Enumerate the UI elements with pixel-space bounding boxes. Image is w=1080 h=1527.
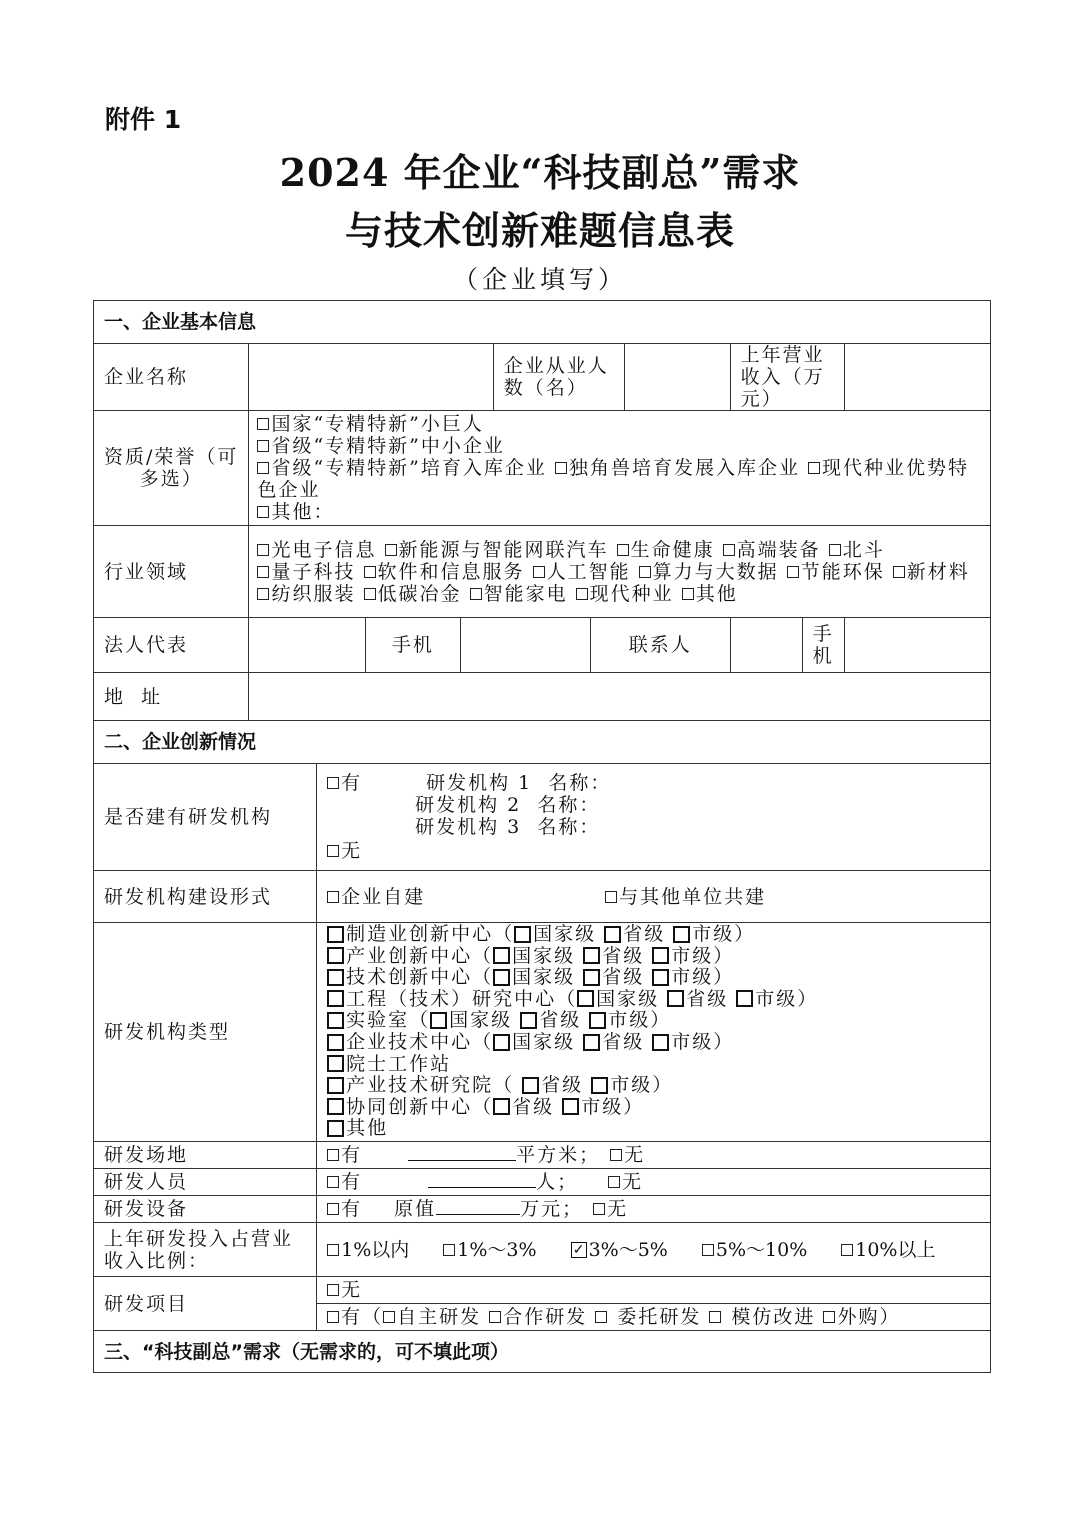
- checkbox-icon: [257, 440, 269, 452]
- revenue-label: 上年营业收入（万元）: [730, 344, 844, 411]
- company-name-label: 企业名称: [94, 344, 249, 411]
- site-yes-option[interactable]: 有: [327, 1144, 362, 1166]
- attachment-label: 附件 1: [105, 105, 182, 134]
- industry-option[interactable]: 现代种业: [576, 583, 674, 605]
- project-type-option[interactable]: 委托研发: [595, 1306, 701, 1328]
- project-type-option[interactable]: 模仿改进: [709, 1306, 815, 1328]
- checkbox-icon[interactable]: [327, 1077, 344, 1094]
- checkbox-icon: [841, 1244, 853, 1256]
- checkbox-icon: [723, 544, 735, 556]
- checkbox-icon[interactable]: [583, 1034, 600, 1051]
- site-area-field[interactable]: [408, 1144, 516, 1161]
- rd-org-options: [317, 764, 991, 871]
- checkbox-icon: [443, 1244, 455, 1256]
- checkbox-icon[interactable]: [652, 1034, 669, 1051]
- contact-phone-label: 手机: [802, 618, 844, 673]
- checkbox-icon: [555, 462, 567, 474]
- checkbox-icon[interactable]: [493, 947, 510, 964]
- legal-rep-label: 法人代表: [94, 618, 249, 673]
- industry-option[interactable]: 软件和信息服务: [364, 561, 525, 583]
- subtitle: （企业填写）: [452, 265, 627, 294]
- rd-org-name-2: 研发机构 2 名称：: [415, 794, 601, 816]
- qualification-option[interactable]: 省级“专精特新”培育入库企业: [257, 457, 546, 479]
- site-no-option[interactable]: 无: [610, 1144, 645, 1166]
- checkbox-icon[interactable]: [430, 1012, 447, 1029]
- qualification-option[interactable]: 省级“专精特新”中小企业: [257, 435, 504, 457]
- staff-options: [317, 1169, 991, 1196]
- equip-options: [317, 1196, 991, 1223]
- checkbox-icon: [364, 588, 376, 600]
- checkbox-icon: [709, 1311, 721, 1323]
- industry-option[interactable]: 纺织服装: [257, 583, 355, 605]
- staff-label: 研发人员: [94, 1169, 317, 1196]
- checkbox-icon: [576, 588, 588, 600]
- checkbox-icon[interactable]: [493, 969, 510, 986]
- staff-no-option[interactable]: 无: [608, 1171, 643, 1193]
- employees-label: 企业从业人数（名）: [493, 344, 624, 411]
- checkbox-icon: [533, 566, 545, 578]
- checkbox-icon: [257, 544, 269, 556]
- staff-unit: 人；: [536, 1171, 579, 1193]
- contact-field[interactable]: [730, 618, 802, 673]
- form-option-joint[interactable]: 与其他单位共建: [605, 886, 766, 908]
- project-label: 研发项目: [94, 1277, 317, 1331]
- checkbox-icon[interactable]: [604, 926, 621, 943]
- checkbox-icon[interactable]: [327, 947, 344, 964]
- checkbox-icon[interactable]: [736, 990, 753, 1007]
- checkbox-icon: [327, 891, 339, 903]
- legal-rep-phone-field[interactable]: [460, 618, 590, 673]
- industry-option[interactable]: 新能源与智能网联汽车: [385, 539, 609, 561]
- form-option-self[interactable]: 企业自建: [327, 886, 425, 908]
- rd-org-no-option[interactable]: 无: [327, 840, 362, 862]
- section-1-heading: 一、企业基本信息: [94, 301, 991, 344]
- ratio-label: 上年研发投入占营业收入比例：: [94, 1223, 317, 1277]
- project-yes-option[interactable]: 有（: [327, 1306, 383, 1328]
- checkbox-icon[interactable]: [591, 1077, 608, 1094]
- checkbox-icon[interactable]: [562, 1098, 579, 1115]
- revenue-field[interactable]: [844, 344, 990, 411]
- checkbox-icon[interactable]: [327, 1012, 344, 1029]
- staff-yes-option[interactable]: 有: [327, 1171, 362, 1193]
- equip-value-field[interactable]: [436, 1198, 520, 1215]
- industry-option[interactable]: 算力与大数据: [639, 561, 779, 583]
- rd-org-name-1: 研发机构 1 名称：: [426, 772, 612, 794]
- checkbox-icon[interactable]: [327, 1055, 344, 1072]
- checkbox-icon[interactable]: [520, 1012, 537, 1029]
- checkbox-icon: [470, 588, 482, 600]
- checkbox-icon[interactable]: [493, 1098, 510, 1115]
- equip-unit: 万元；: [520, 1198, 584, 1220]
- equip-label: 研发设备: [94, 1196, 317, 1223]
- checkbox-icon[interactable]: [514, 926, 531, 943]
- project-no-option[interactable]: 无: [327, 1279, 362, 1301]
- checkbox-icon[interactable]: [589, 1012, 606, 1029]
- checkbox-icon: [489, 1311, 501, 1323]
- form-label: 研发机构建设形式: [94, 871, 317, 923]
- checkbox-icon: [829, 544, 841, 556]
- checkbox-icon: [593, 1203, 605, 1215]
- rd-org-name-3: 研发机构 3 名称：: [415, 816, 601, 838]
- staff-count-field[interactable]: [428, 1171, 536, 1188]
- industry-option[interactable]: 人工智能: [533, 561, 631, 583]
- checkbox-icon[interactable]: [327, 926, 344, 943]
- site-label: 研发场地: [94, 1142, 317, 1169]
- employees-field[interactable]: [624, 344, 730, 411]
- site-options: [317, 1142, 991, 1169]
- checkbox-icon: [327, 777, 339, 789]
- checkbox-icon[interactable]: [577, 990, 594, 1007]
- equip-no-option[interactable]: 无: [593, 1198, 628, 1220]
- checkbox-icon: [257, 588, 269, 600]
- checkbox-icon[interactable]: [667, 990, 684, 1007]
- project-yes-cell: [317, 1304, 991, 1331]
- checkbox-icon: [610, 1149, 622, 1161]
- rd-org-label: 是否建有研发机构: [94, 764, 317, 871]
- qualification-option[interactable]: 国家“专精特新”小巨人: [257, 413, 483, 435]
- checkbox-icon: [257, 566, 269, 578]
- checkbox-icon[interactable]: [583, 969, 600, 986]
- checkbox-icon: [383, 1311, 395, 1323]
- checkmark-icon: ✓: [571, 1242, 587, 1258]
- site-unit: 平方米；: [516, 1144, 601, 1166]
- checkbox-icon: [327, 1149, 339, 1161]
- checkbox-icon[interactable]: [652, 947, 669, 964]
- checkbox-icon[interactable]: [327, 1098, 344, 1115]
- project-type-option[interactable]: 自主研发: [383, 1306, 481, 1328]
- checkbox-icon: [327, 1311, 339, 1323]
- checkbox-icon: [608, 1176, 620, 1188]
- qualification-options: [249, 411, 991, 526]
- industry-options: [249, 526, 991, 618]
- industry-option[interactable]: 其他: [682, 583, 738, 605]
- equip-yes-option[interactable]: 有: [327, 1198, 362, 1220]
- checkbox-icon: [327, 1284, 339, 1296]
- checkbox-icon[interactable]: [583, 947, 600, 964]
- checkbox-icon: [893, 566, 905, 578]
- checkbox-icon: [682, 588, 694, 600]
- industry-option[interactable]: 智能家电: [470, 583, 568, 605]
- industry-label: 行业领域: [94, 526, 249, 618]
- checkbox-icon: [595, 1311, 607, 1323]
- checkbox-icon: [808, 462, 820, 474]
- industry-option[interactable]: 节能环保: [787, 561, 885, 583]
- legal-rep-phone-label: 手机: [365, 618, 460, 673]
- project-no-cell: [317, 1277, 991, 1304]
- checkbox-icon: [385, 544, 397, 556]
- address-label: 地 址: [94, 673, 249, 721]
- ratio-option[interactable]: 10%以上: [841, 1239, 935, 1261]
- type-options: 制造业创新中心（ 国家级 省级 市级） 产业创新中心（ 国家级 省级 市级） 技术创新中心（ 国家级 省级 市级） 工程（技术）研究中心（ 国家级 省级 市级） 实验室（ 国家级 省级 市级） 企业技术中心（ 国家级 省级 市级） 院士工作站 产业技术研究院（ 省级 市级） 协同创新中心（ 省级 市级） 其他: [317, 923, 991, 1142]
- rd-org-yes-option[interactable]: 有: [327, 772, 362, 794]
- checkbox-icon[interactable]: [327, 1034, 344, 1051]
- checkbox-icon: [327, 1176, 339, 1188]
- industry-option[interactable]: 北斗: [829, 539, 885, 561]
- checkbox-icon: [364, 566, 376, 578]
- qualification-option[interactable]: 其他：: [257, 501, 334, 523]
- ratio-option[interactable]: 1%以内: [327, 1239, 409, 1261]
- checkbox-icon: [617, 544, 629, 556]
- checkbox-icon: [327, 1244, 339, 1256]
- checkbox-icon[interactable]: [327, 1120, 344, 1137]
- checkbox-icon[interactable]: [673, 926, 690, 943]
- company-name-field[interactable]: [249, 344, 493, 411]
- section-3-heading: 三、“科技副总”需求（无需求的，可不填此项）: [94, 1331, 991, 1373]
- project-type-option[interactable]: 合作研发: [489, 1306, 587, 1328]
- ratio-options: [317, 1223, 991, 1277]
- checkbox-icon: [605, 891, 617, 903]
- checkbox-icon[interactable]: [327, 969, 344, 986]
- address-field[interactable]: [249, 673, 991, 721]
- checkbox-icon: [257, 506, 269, 518]
- checkbox-icon: [702, 1244, 714, 1256]
- ratio-option[interactable]: 1%～3%: [443, 1239, 536, 1261]
- project-type-option[interactable]: 外购）: [823, 1306, 900, 1328]
- industry-option[interactable]: 高端装备: [723, 539, 821, 561]
- industry-option[interactable]: 光电子信息: [257, 539, 376, 561]
- title-line-2: 与技术创新难题信息表: [344, 208, 735, 253]
- equip-value-label: 原值: [394, 1198, 437, 1220]
- form-options: [317, 871, 991, 923]
- ratio-option[interactable]: 5%～10%: [702, 1239, 807, 1261]
- checkbox-icon[interactable]: [493, 1034, 510, 1051]
- ratio-option-checked[interactable]: ✓ 3%～5%: [571, 1239, 668, 1261]
- industry-option[interactable]: 量子科技: [257, 561, 355, 583]
- info-form-table: [93, 300, 991, 1373]
- checkbox-icon: [327, 845, 339, 857]
- checkbox-icon: [787, 566, 799, 578]
- type-label: 研发机构类型: [94, 923, 317, 1142]
- industry-option[interactable]: 新材料: [893, 561, 970, 583]
- checkbox-icon: [257, 462, 269, 474]
- checkbox-icon: [823, 1311, 835, 1323]
- qualification-option[interactable]: 现代种业优势特色企业: [257, 457, 970, 501]
- industry-option[interactable]: 生命健康: [617, 539, 715, 561]
- checkbox-icon[interactable]: [652, 969, 669, 986]
- contact-phone-field[interactable]: [844, 618, 990, 673]
- checkbox-icon: [639, 566, 651, 578]
- checkbox-icon: [327, 1203, 339, 1215]
- legal-rep-field[interactable]: [249, 618, 365, 673]
- section-2-heading: 二、企业创新情况: [94, 721, 991, 764]
- contact-label: 联系人: [591, 618, 731, 673]
- industry-option[interactable]: 低碳冶金: [364, 583, 462, 605]
- title-line-1: 2024 年企业“科技副总”需求: [279, 150, 801, 195]
- qualification-label: 资质/荣誉（可多选）: [94, 411, 249, 526]
- checkbox-icon[interactable]: [522, 1077, 539, 1094]
- checkbox-icon: [257, 418, 269, 430]
- qualification-option[interactable]: 独角兽培育发展入库企业: [555, 457, 800, 479]
- checkbox-icon[interactable]: [327, 990, 344, 1007]
